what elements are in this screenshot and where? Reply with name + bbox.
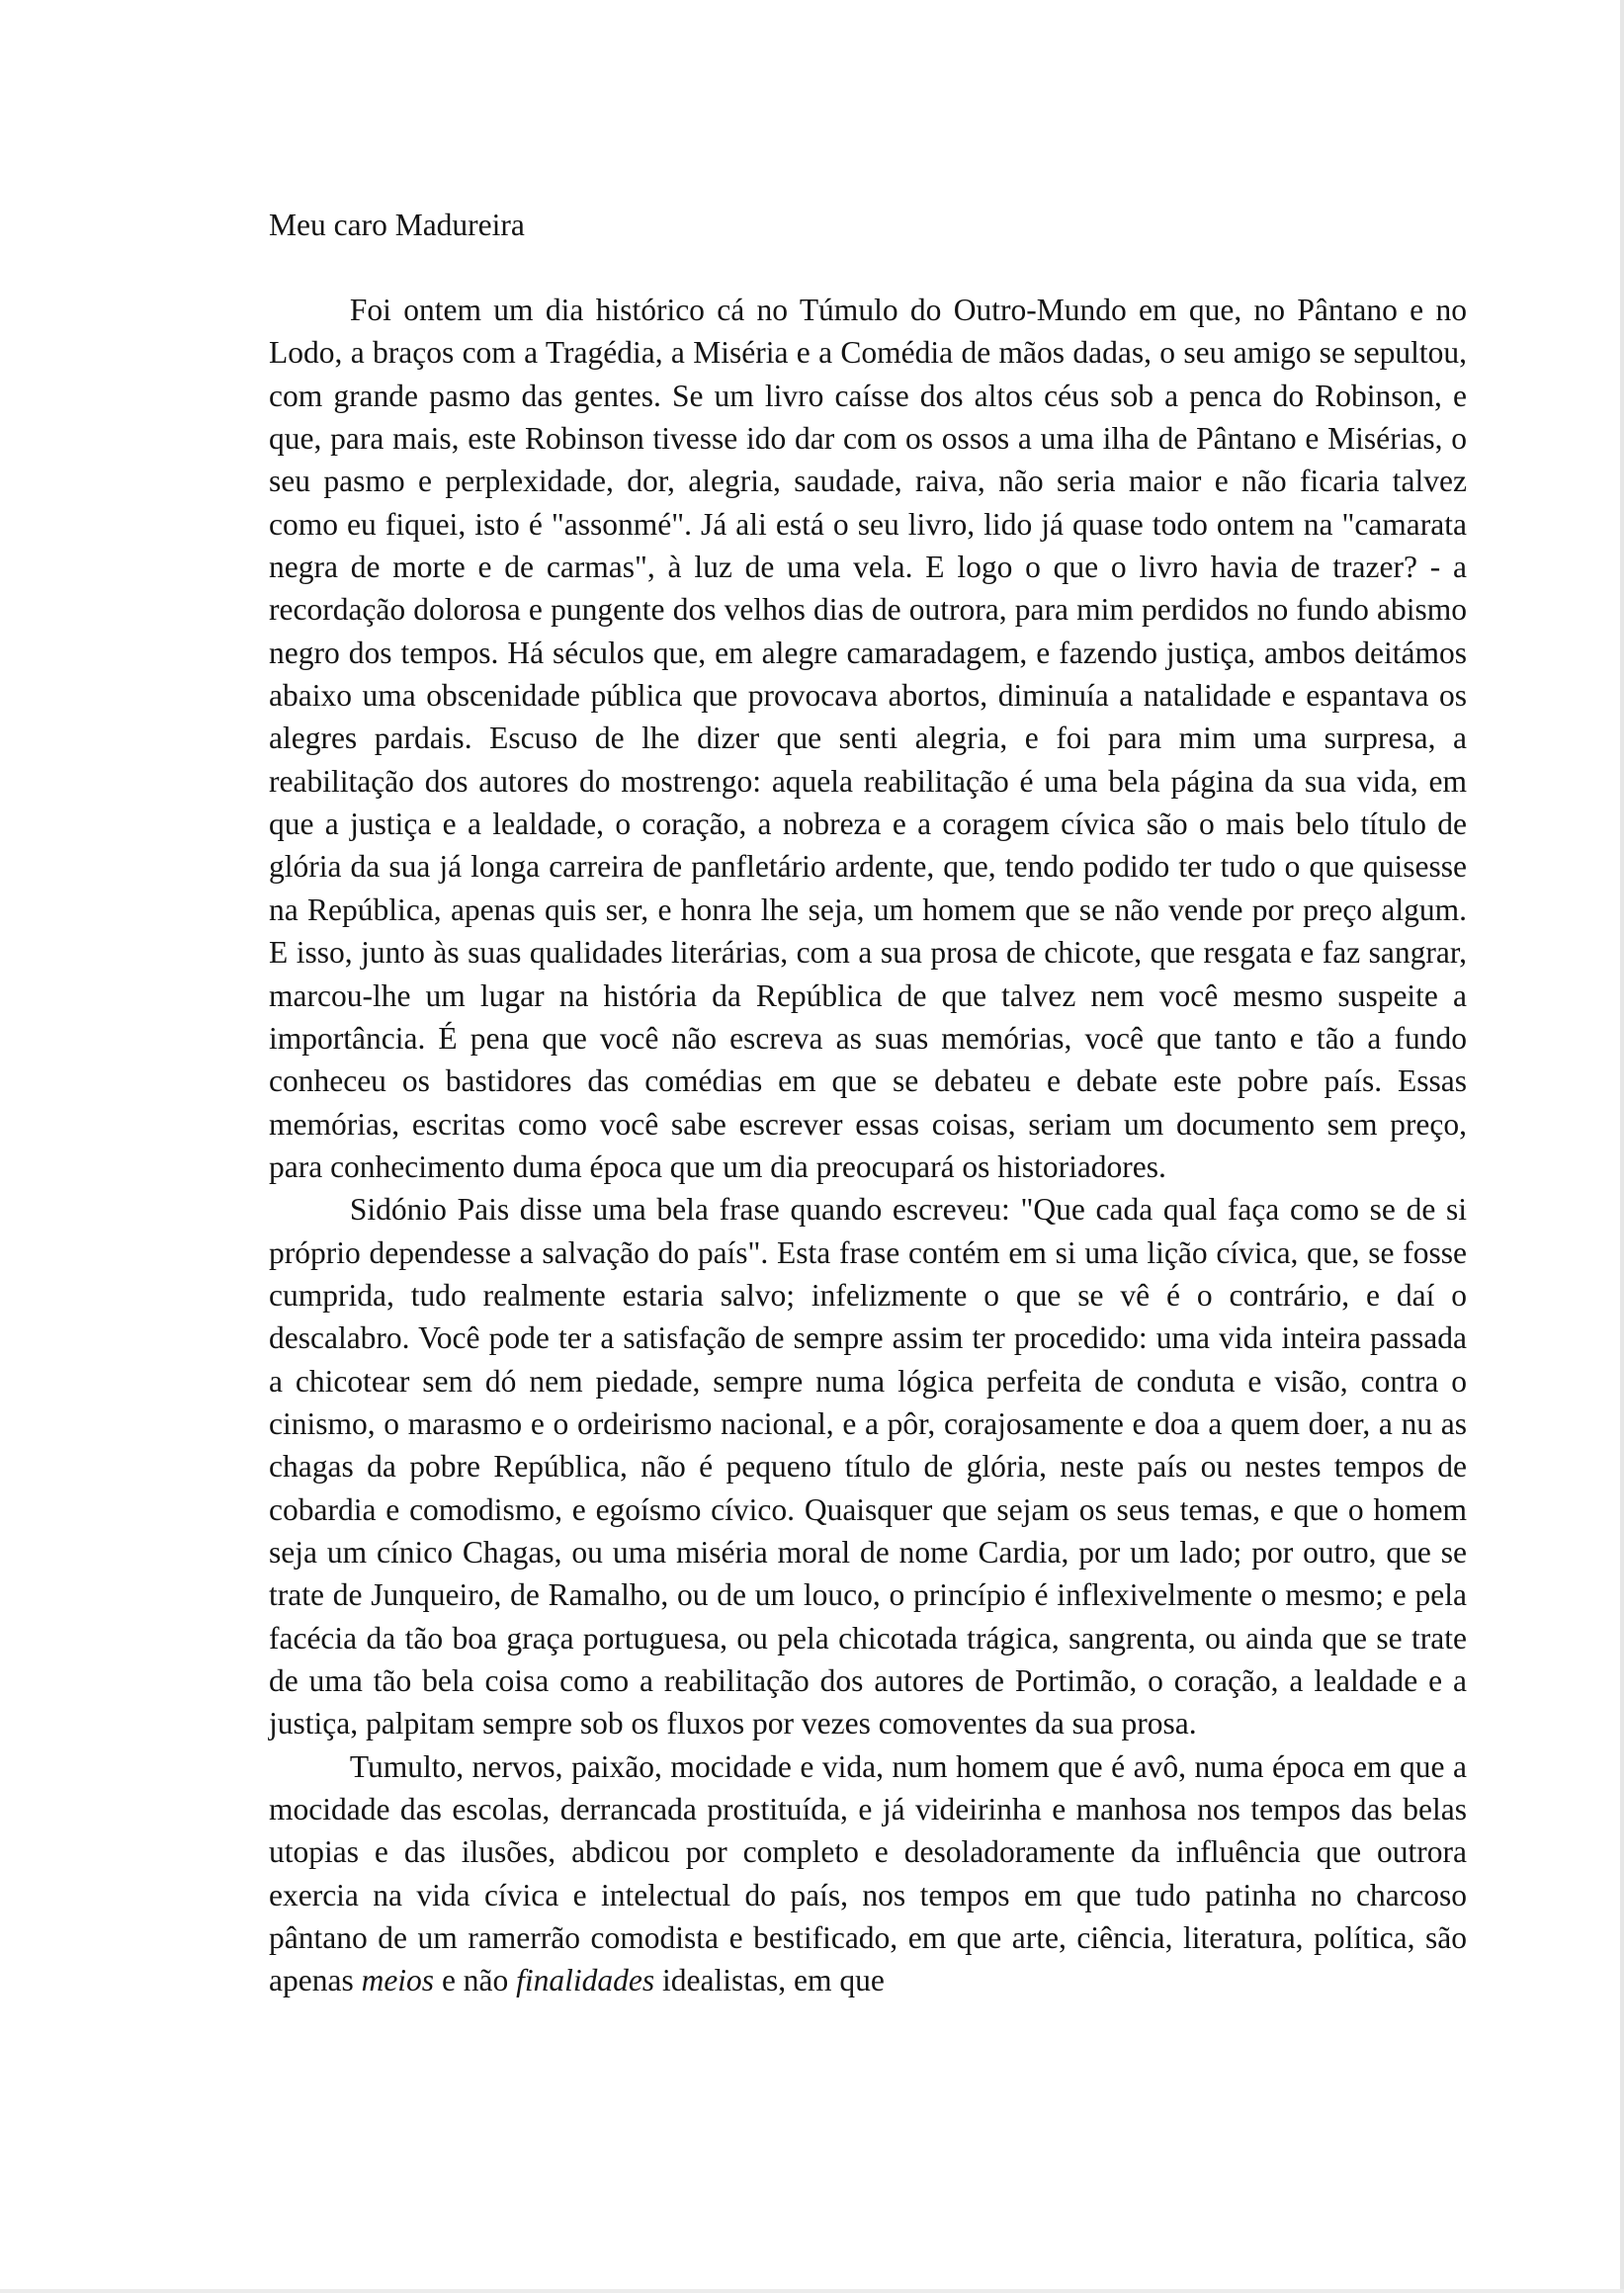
- paragraph-text: Sidónio Pais disse uma bela frase quando escreveu: "Que cada qual faça como se de si próprio dependesse a salvação do país". Esta frase contém em si uma lição cívica, que, se fosse cumprida, tudo realmente estaria salvo; infelizmente o que se vê é o contrário, e daí o descalabro. Você pode ter a satisfação de sempre assim ter procedido: uma vida inteira passada a chicotear sem dó nem piedade, sempre numa lógica perfeita de conduta e visão, contra o cinismo, o marasmo e o ordeirismo nacional, e a pôr, corajosamente e doa a quem doer, a nu as chagas da pobre República, não é pequeno título de glória, neste país ou nestes tempos de cobardia e comodismo, e egoísmo cívico. Quaisquer que sejam os seus temas, e que o homem seja um cínico Chagas, ou uma miséria moral de nome Cardia, por um lado; por outro, que se trate de Junqueiro, de Ramalho, ou de um louco, o princípio é inflexivelmente o mesmo; e pela facécia da tão boa graça portuguesa, ou pela chicotada trágica, sangrenta, ou ainda que se trate de uma tão bela coisa como a reabilitação dos autores de Portimão, o coração, a lealdade e a justiça, palpitam sempre sob os fluxos por vezes comoventes da sua prosa.: [269, 1192, 1467, 1741]
- italic-word-meios: meios: [361, 1963, 435, 1998]
- italic-word-finalidades: finalidades: [516, 1963, 655, 1998]
- scan-edge: [0, 2289, 1624, 2293]
- letter-paragraph: [269, 1745, 1467, 2002]
- letter-salutation: Meu caro Madureira: [269, 208, 525, 242]
- paragraph-text: Foi ontem um dia histórico cá no Túmulo do Outro-Mundo em que, no Pântano e no Lodo, a braços com a Tragédia, a Miséria e a Comédia de mãos dadas, o seu amigo se sepultou, com grande pasmo das gentes. Se um livro caísse dos altos céus sob a penca do Robinson, e que, para mais, este Robinson tivesse ido dar com os ossos a uma ilha de Pântano e Misérias, o seu pasmo e perplexidade, dor, alegria, saudade, raiva, não seria maior e não ficaria talvez como eu fiquei, isto é "assonmé". Já ali está o seu livro, lido já quase todo ontem na "camarata negra de morte e de carmas", à luz de uma vela. E logo o que o livro havia de trazer? - a recordação dolorosa e pungente dos velhos dias de outrora, para mim perdidos no fundo abismo negro dos tempos. Há séculos que, em alegre camaradagem, e fazendo justiça, ambos deitámos abaixo uma obscenidade pública que provocava abortos, diminuía a natalidade e espantava os alegres pardais. Escuso de lhe dizer que senti alegria, e foi para mim uma surpresa, a reabilitação dos autores do mostrengo: aquela reabilitação é uma bela página da sua vida, em que a justiça e a lealdade, o coração, a nobreza e a coragem cívica são o mais belo título de glória da sua já longa carreira de panfletário ardente, que, tendo podido ter tudo o que quisesse na República, apenas quis ser, e honra lhe seja, um homem que se não vende por preço algum. E isso, junto às suas qualidades literárias, com a sua prosa de chicote, que resgata e faz sangrar, marcou-lhe um lugar na história da República de que talvez nem você mesmo suspeite a importância. É pena que você não escreva as suas memórias, você que tanto e tão a fundo conheceu os bastidores das comédias em que se debateu e debate este pobre país. Essas memórias, escritas como você sabe escrever essas coisas, seriam um documento sem preço, para conhecimento duma época que um dia preocupará os historiadores.: [269, 293, 1467, 1184]
- scan-edge: [1620, 0, 1624, 2293]
- letter-paragraph: [269, 1188, 1467, 1744]
- paragraph-text: Tumulto, nervos, paixão, mocidade e vida, num homem que é avô, numa época em que a mocidade das escolas, derrancada prostituída, e já videirinha e manhosa nos tempos das belas utopias e das ilusões, abdicou por completo e desoladoramente da influência que outrora exercia na vida cívica e intelectual do país, nos tempos em que tudo patinha no charcoso pântano de um ramerrão comodista e bestificado, em que arte, ciência, literatura, política, são apenas: [269, 1748, 1467, 1998]
- paragraph-text: e não: [434, 1963, 517, 1998]
- letter-body: [269, 204, 1467, 2002]
- letter-paragraph: [269, 289, 1467, 1188]
- paragraph-text: idealistas, em que: [654, 1963, 885, 1998]
